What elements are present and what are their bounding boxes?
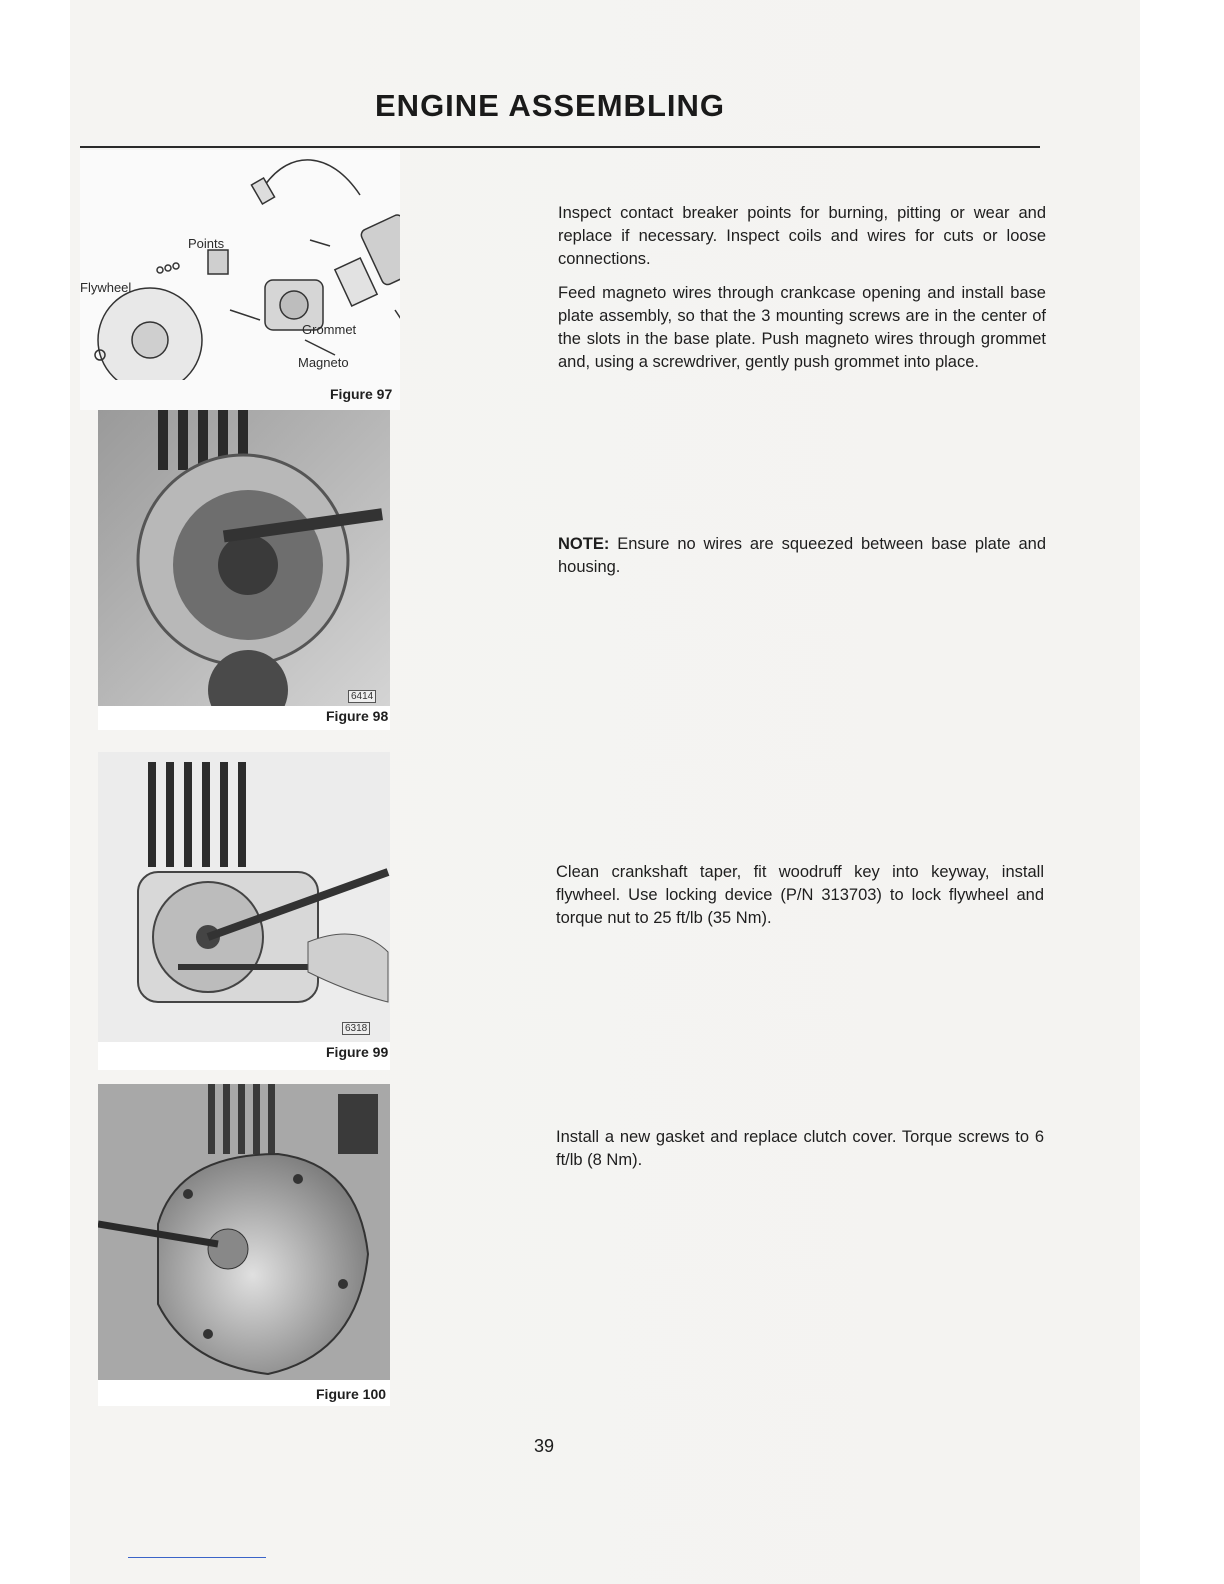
paragraph-install-flywheel: Clean crankshaft taper, fit woodruff key into keyway, install flywheel. Use locking device (P/N 313703) to lock flywheel and torque nut to 25 ft/lb (35 Nm). [556, 863, 1044, 927]
footer-line [128, 1557, 266, 1558]
step-inspect-and-install [558, 202, 1046, 385]
paragraph-clutch-cover: Install a new gasket and replace clutch cover. Torque screws to 6 ft/lb (8 Nm). [556, 1128, 1044, 1169]
figure-caption: Figure 98 [326, 708, 389, 724]
figure-caption: Figure 99 [326, 1044, 389, 1060]
label-points: Points [188, 236, 225, 251]
photo-base-plate-installation [98, 410, 390, 706]
title-divider [80, 146, 1040, 148]
figure-99 [98, 752, 390, 1070]
photo-flywheel-torque [98, 752, 390, 1042]
note-label: NOTE: [558, 535, 610, 553]
paragraph-feed-wires: Feed magneto wires through crankcase opening and install base plate assembly, so that the 3 mounting screws are in the center of the slots in the base plate. Push magneto wires through grommet and, using a screwdriver, gently push grommet into place. [558, 284, 1046, 371]
label-flywheel: Flywheel [80, 280, 132, 295]
step-clutch-cover [556, 1126, 1044, 1183]
page-number: 39 [534, 1436, 555, 1456]
note-text: Ensure no wires are squeezed between base plate and housing. [558, 535, 1046, 576]
photo-clutch-cover [98, 1084, 390, 1380]
magneto-exploded-diagram [80, 150, 400, 380]
paragraph-inspect-points: Inspect contact breaker points for burning, pitting or wear and replace if necessary. Inspect coils and wires for cuts or loose connections. [558, 204, 1046, 268]
page-title: ENGINE ASSEMBLING [375, 88, 725, 123]
photo-code: 6414 [348, 690, 376, 703]
figure-caption: Figure 97 [330, 386, 393, 402]
figure-98 [98, 410, 390, 730]
figure-caption: Figure 100 [316, 1386, 387, 1402]
note-block [558, 533, 1046, 590]
label-grommet: Grommet [302, 322, 357, 337]
figure-97 [80, 150, 400, 410]
step-install-flywheel [556, 861, 1044, 941]
label-magneto: Magneto [298, 355, 349, 370]
photo-code: 6318 [342, 1022, 370, 1035]
figure-100 [98, 1084, 390, 1406]
